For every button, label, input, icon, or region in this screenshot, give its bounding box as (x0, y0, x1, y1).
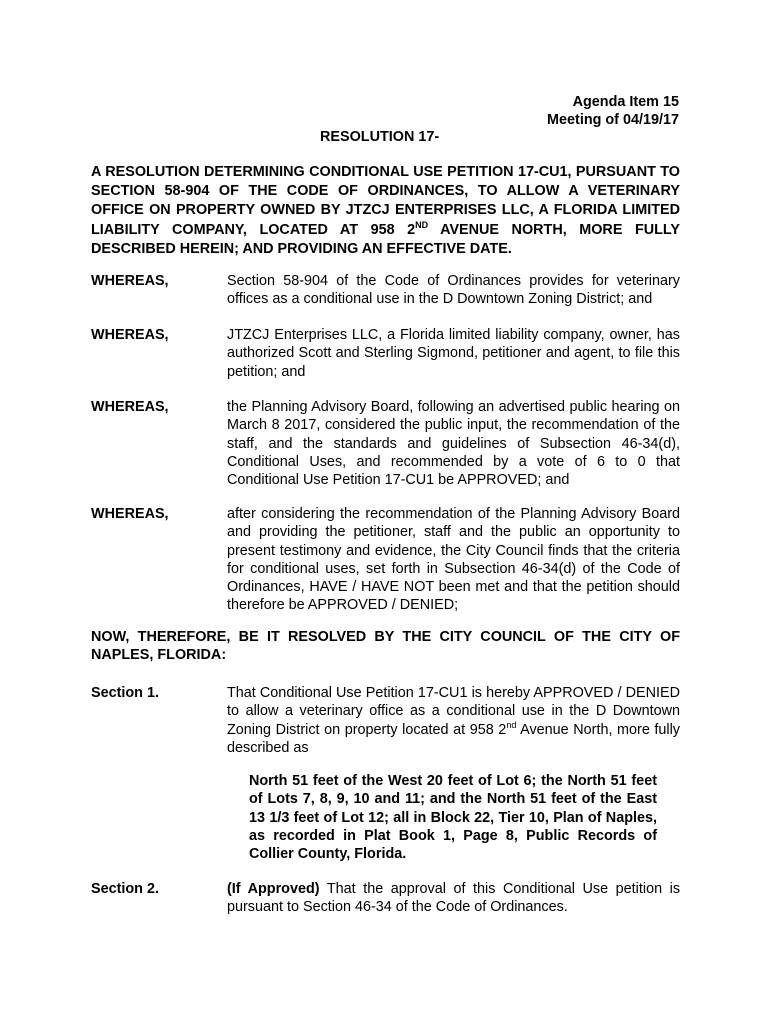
resolution-heading-text: A RESOLUTION DETERMINING CONDITIONAL USE PETITION 17-CU1, PURSUANT TO SECTION 58-904 OF THE CODE OF ORDINANCES, TO ALLOW A VETERINARY OFFICE ON PROPERTY OWNED BY JTZCJ ENTERPRISES LLC, A FLORIDA LIMITED LIABILITY COMPANY, LOCATED AT 958 2 (91, 164, 680, 238)
whereas-text: JTZCJ Enterprises LLC, a Florida limited liability company, owner, has authorized Scott and Sterling Sigmond, petitioner and agent, to file this petition; and (227, 327, 680, 380)
section-1-superscript: nd (506, 719, 517, 730)
section-1-text-start: That Conditional Use Petition 17-CU1 is hereby APPROVED / DENIED to allow a veterinary office as a conditional use in the D Downtown Zoning District on property located at 958 2 (227, 685, 680, 738)
resolution-heading (91, 163, 680, 259)
section-2-condition: (If Approved) (227, 881, 320, 897)
section-2-text-body: That the approval of this Conditional Use petition is pursuant to Section 46-34 of the Code of Ordinances. (227, 881, 681, 916)
resolution-heading-superscript: ND (415, 219, 429, 230)
meeting-date-label: Meeting of 04/19/17 (547, 112, 679, 128)
whereas-label: WHEREAS, (91, 327, 169, 343)
resolved-clause: NOW, THEREFORE, BE IT RESOLVED BY THE CITY COUNCIL OF THE CITY OF NAPLES, FLORIDA: (91, 629, 680, 664)
resolution-title: RESOLUTION 17- (320, 129, 440, 145)
whereas-text: after considering the recommendation of the Planning Advisory Board and providing the petitioner, staff and the public an opportunity to present testimony and evidence, the City Council finds that the criteria for conditional uses, set forth in Subsection 46-34(d) of the Code of Ordinances, HAVE / HAVE NOT been met and that the petition should therefore be APPROVED / DENIED; (227, 506, 680, 614)
whereas-label: WHEREAS, (91, 273, 169, 289)
whereas-text: the Planning Advisory Board, following an advertised public hearing on March 8 2017, considered the public input, the recommendation of the staff, and the standards and guidelines of Subsection 46-34(d), Conditional Uses, and recommended by a vote of 6 to 0 that Conditional Use Petition 17-CU1 be APPROVED; and (227, 399, 680, 489)
section-2-label: Section 2. (91, 881, 159, 897)
resolution-heading-text-end: AVENUE NORTH, MORE FULLY DESCRIBED HEREIN; AND PROVIDING AN EFFECTIVE DATE. (91, 221, 680, 257)
section-1-text-end: Avenue North, more fully described as (227, 721, 681, 756)
section-1-label: Section 1. (91, 685, 159, 701)
legal-description: North 51 feet of the West 20 feet of Lot 6; the North 51 feet of Lots 7, 8, 9, 10 and 11; and the North 51 feet of the East 13 1/3 feet of Lot 12; all in Block 22, Tier 10, Plan of Naples, as recorded in Plat Book 1, Page 8, Public Records of Collier County, Florida. (249, 773, 657, 863)
whereas-label: WHEREAS, (91, 506, 169, 522)
whereas-text: Section 58-904 of the Code of Ordinances provides for veterinary offices as a conditional use in the D Downtown Zoning District; and (227, 273, 680, 308)
section-2-text (227, 880, 680, 917)
agenda-item-label: Agenda Item 15 (572, 94, 679, 110)
whereas-label: WHEREAS, (91, 399, 169, 415)
section-1-text (227, 684, 680, 757)
